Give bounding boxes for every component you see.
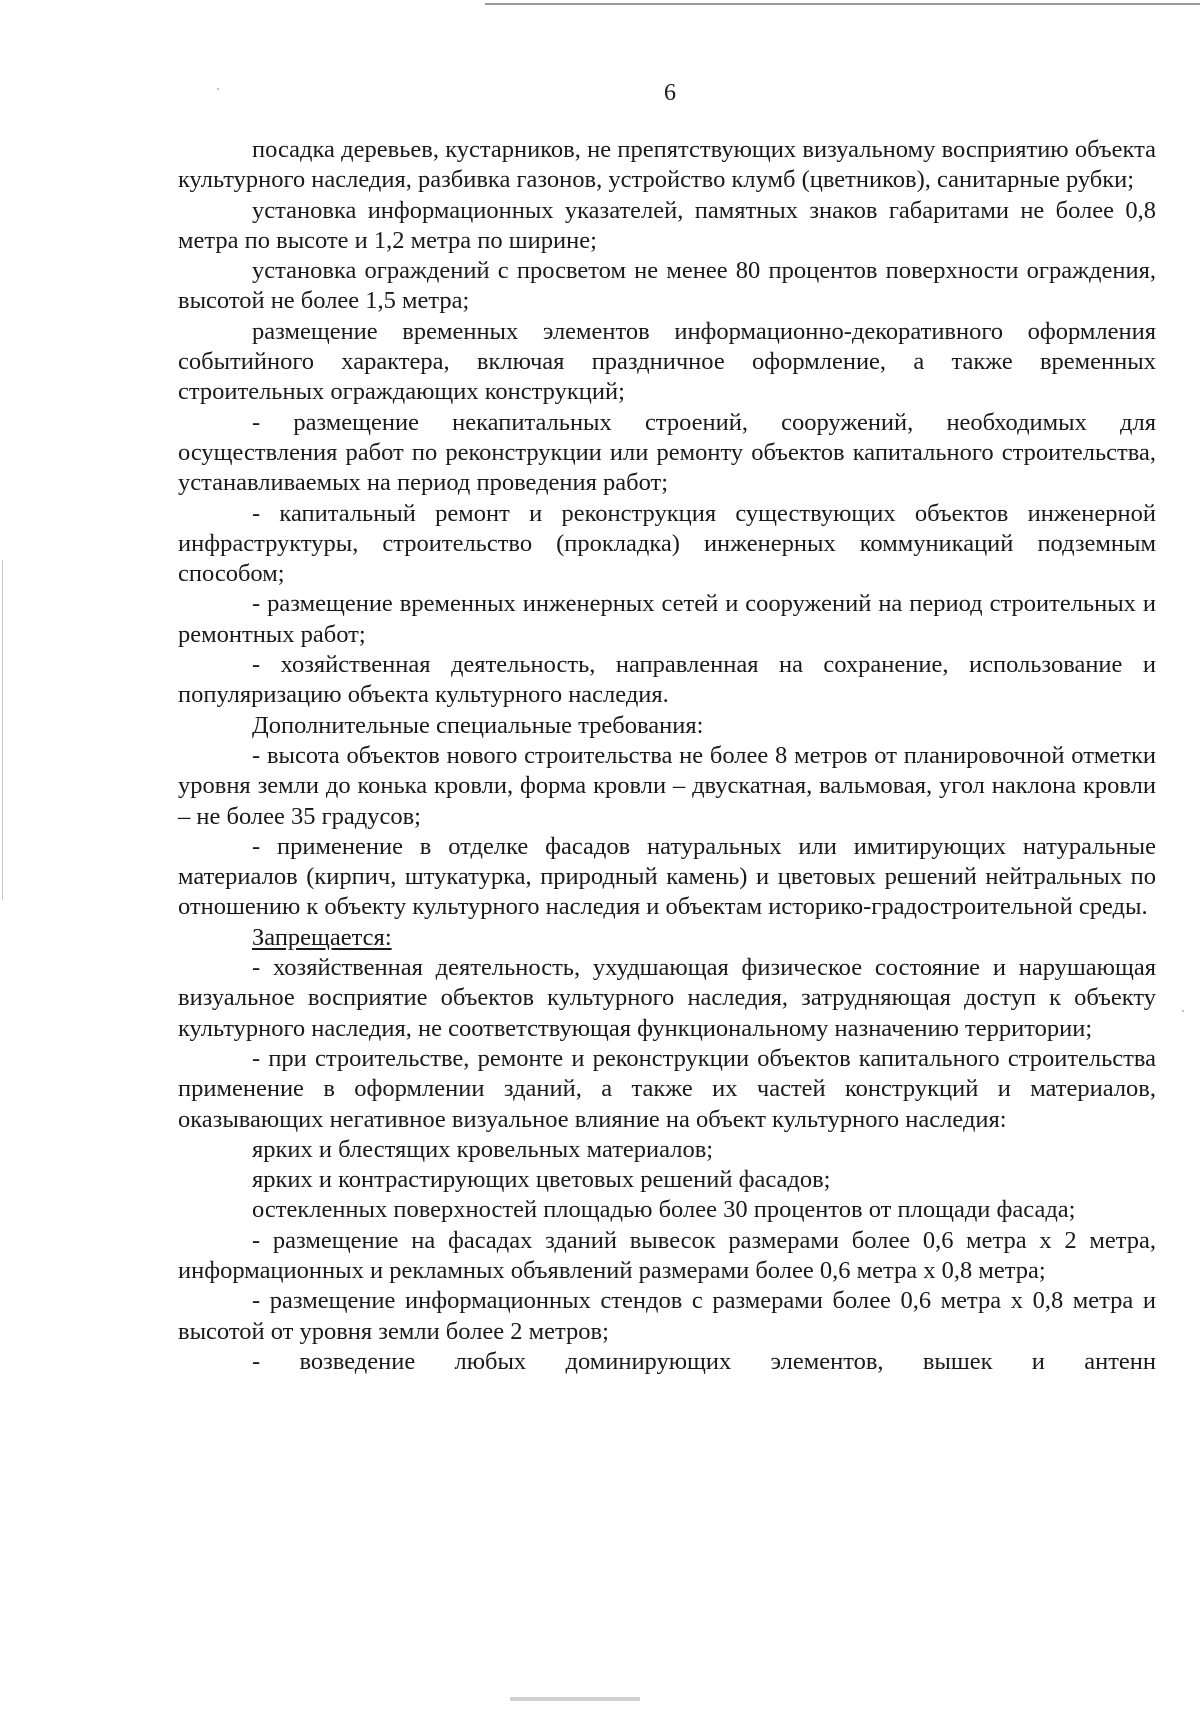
paragraph: - размещение на фасадах зданий вывесок размерами более 0,6 метра х 2 метра, информационных и рекламных объявлений размерами более 0,6 метра х 0,8 метра; [178, 1226, 1156, 1284]
paragraph: установка информационных указателей, памятных знаков габаритами не более 0,8 метра по высоте и 1,2 метра по ширине; [178, 196, 1156, 254]
page-number: 6 [664, 80, 676, 106]
paragraph: - размещение некапитальных строений, сооружений, необходимых для осуществления работ по реконструкции или ремонту объектов капитального строительства, устанавливаемых на период проведения работ; [178, 408, 1156, 497]
paragraph: - высота объектов нового строительства не более 8 метров от планировочной отметки уровня земли до конька кровли, форма кровли – двускатная, вальмовая, угол наклона кровли – не более 35 градусов; [178, 741, 1156, 830]
scan-artifact-top-line [485, 3, 1200, 5]
paragraph: - капитальный ремонт и реконструкция существующих объектов инженерной инфраструктуры, строительство (прокладка) инженерных коммуникаций подземным способом; [178, 499, 1156, 588]
paragraph: остекленных поверхностей площадью более 30 процентов от площади фасада; [252, 1196, 1076, 1224]
paragraph: установка ограждений с просветом не менее 80 процентов поверхности ограждения, высотой не более 1,5 метра; [178, 257, 1156, 315]
scan-artifact-left-edge [2, 560, 3, 900]
paragraph: посадка деревьев, кустарников, не препятствующих визуальному восприятию объекта культурного наследия, разбивка газонов, устройство клумб (цветников), санитарные рубки; [178, 136, 1156, 194]
document-body [178, 135, 1156, 1377]
paragraph: ярких и контрастирующих цветовых решений фасадов; [252, 1166, 831, 1194]
prohibited-heading: Запрещается: [252, 923, 392, 951]
paragraph: - применение в отделке фасадов натуральных или имитирующих натуральные материалов (кирпич, штукатурка, природный камень) и цветовых решений нейтральных по отношению к объекту культурного наследия и объектам историко-градостроительной среды. [178, 832, 1156, 921]
paragraph: ярких и блестящих кровельных материалов; [252, 1135, 714, 1163]
paragraph: Дополнительные специальные требования: [252, 711, 704, 739]
paragraph: размещение временных элементов информационно-декоративного оформления событийного характера, включая праздничное оформление, а также временных строительных ограждающих конструкций; [178, 317, 1156, 406]
paragraph: - хозяйственная деятельность, ухудшающая физическое состояние и нарушающая визуальное восприятие объектов культурного наследия, затрудняющая доступ к объекту культурного наследия, не соответствующая функциональному назначению территории; [178, 954, 1156, 1042]
paragraph: - размещение информационных стендов с размерами более 0,6 метра х 0,8 метра и высотой от уровня земли более 2 метров; [178, 1287, 1156, 1345]
paragraph: - возведение любых доминирующих элементов, вышек и антенн [252, 1347, 1156, 1375]
paragraph: - при строительстве, ремонте и реконструкции объектов капитального строительства применение в оформлении зданий, а также их частей конструкций и материалов, оказывающих негативное визуальное влияние на объект культурного наследия: [178, 1044, 1156, 1133]
scan-speck [1182, 1010, 1184, 1012]
paragraph: - размещение временных инженерных сетей и сооружений на период строительных и ремонтных работ; [178, 590, 1156, 648]
paragraph: - хозяйственная деятельность, направленная на сохранение, использование и популяризацию объекта культурного наследия. [178, 651, 1156, 709]
scan-artifact-bottom-mark [510, 1697, 640, 1701]
